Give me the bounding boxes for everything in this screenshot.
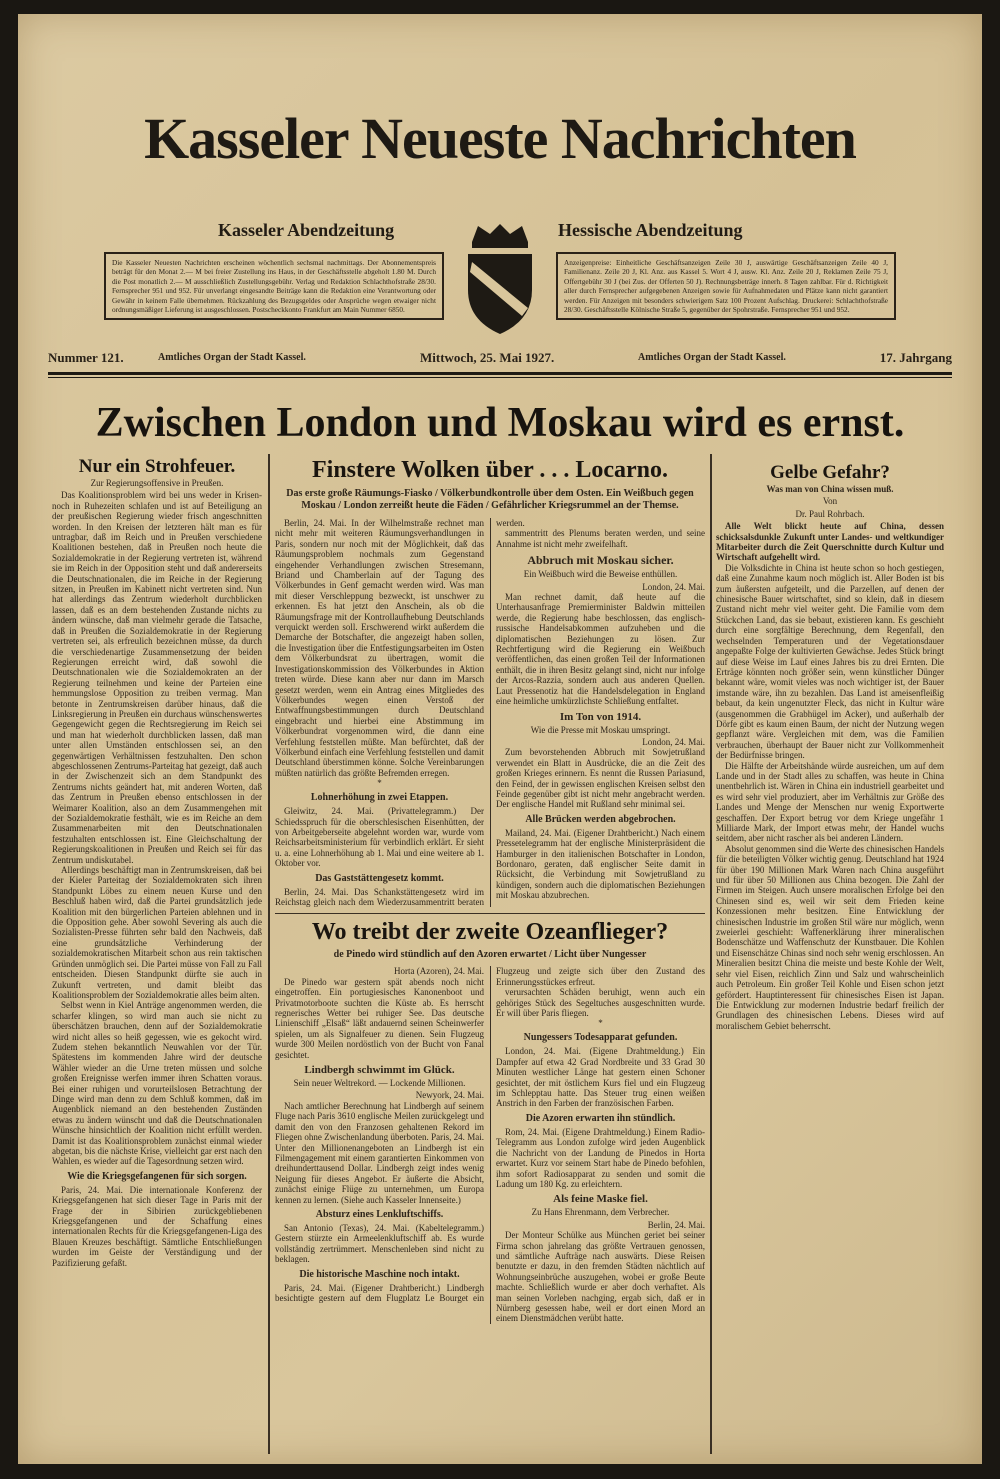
- masthead-subtitle-right: Hessische Abendzeitung: [558, 220, 743, 240]
- divider: [48, 372, 952, 375]
- star-separator: *: [377, 778, 382, 789]
- paragraph: Berlin, 24. Mai. In der Wilhelmstraße rechnet man nicht mehr mit weiteren Räumungsverhandlungen in Paris, sondern nur noch mit der Möglichkeit, daß das Räumungsproblem nochmals zum Gegenstand eingehender Verhandlungen zwischen Stresemann, Briand und Chamberlain auf der Tagung des Völkerbundes in Genf gemacht werden wird. Was man mit dieser Verschleppung bezweckt, ist unschwer zu erkennen. Es hat jetzt den Anschein, als ob die Räumungsfrage mit der Kontrollaufhebung Deutschlands verquickt werden soll. Erschwerend wirkt außerdem die Demarche der Botschafter, die angezeigt haben sollen, die Investigation über die Entfestigungsarbeiten im Osten dem Völkerbundsrat zu übertragen, womit die Investigationskommission des Völkerbundes in Aktion treten würde. Diese kann aber nur dann im Marsch gesetzt werden, wenn ein Antrag eines Mitgliedes des Völkerbundes wegen einen Verstoß der Entwaffnungsbestimmungen durch Deutschland eingebracht und hierbei eine Abstimmung im Völkerbundrat vorgenommen wird, die dann eine Verfehlung feststellen müßte. Man befürchtet, daß der Völkerbund einfach eine Verfehlung feststellen und damit Deutschland überstimmen könne. Solche Vereinbarungen müßten natürlich das größte Befremden erregen.: [275, 518, 484, 778]
- dateline: [48, 350, 952, 370]
- advertising-rates-box: Anzeigenpreise: Einheitliche Geschäftsanzeigen Zeile 30 J, auswärtige Geschäftsanzeigen Zeile 40 J, Familienanz. Zeile 20 J, Kl. Anz. aus Kassel 5. Wort 4 J, ausw. Kl. Anz. Zeile 20 J, Reklamen Zeile 75 J, Offertgebühr 30 J (bei Zus. der Offerten 50 J). Rechnungsbeträge innerh. 8 Tagen zahlbar. Für d. Richtigkeit aller durch Fernsprecher aufgegebenen Anzeigen sowie für Aufnahmedaten und Plätze kann nicht garantiert werden. Für Anzeigen mit besonders schwierigem Satz 100 Prozent Aufschlag. Druckerei: Schlachthofstraße 28/30. Geschäftsstelle Kölnische Straße 5, gegenüber der Spohrstraße. Fernsprecher 951 und 952.: [556, 252, 896, 320]
- section-heading: Die Azoren erwarten ihn stündlich.: [525, 1112, 676, 1124]
- official-organ-left: Amtliches Organ der Stadt Kassel.: [158, 352, 306, 363]
- volume: 17. Jahrgang: [879, 350, 952, 365]
- section-heading: Als feine Maske fiel.: [553, 1193, 648, 1206]
- star-separator: *: [598, 1018, 603, 1029]
- section-heading: Wie die Kriegsgefangenen für sich sorgen.: [67, 1170, 247, 1182]
- issue-number: Nummer 121.: [48, 350, 124, 365]
- place-date: Newyork, 24. Mai.: [415, 1090, 484, 1101]
- paragraph: De Pinedo war gestern spät abends noch nicht eingetroffen. Ein portugiesisches Kanonenboot und Privatmotorboote suchten die Küste ab. Es herrscht regnerisches Wetter bei ruhiger See. Das deutsche Linienschiff „Elsaß“ läßt andauernd seinen Scheinwerfer spielen, um als Signalfeuer zu dienen. Sein Flugzeug wurde 300 Meilen nordöstlich von der Bucht von Fanal gesichtet.: [275, 976, 484, 1060]
- paragraph: sammentritt des Plenums beraten werden, und seine Annahme ist nicht mehr zweifelhaft.: [496, 528, 705, 549]
- masthead-title: Kasseler Neueste Nachrichten: [144, 106, 856, 171]
- paragraph: Paris, 24. Mai. (Eigener Drahtbericht.) Lindbergh besichtigte gestern auf dem Flugplatz Le Bourget ein Flugzeug und zeigte sich über den Zustand des Erinnerungsstückes erfreut.: [275, 966, 705, 1303]
- place-date: Horta (Azoren), 24. Mai.: [394, 966, 484, 977]
- section-heading: Im Ton von 1914.: [559, 710, 642, 723]
- section-heading: Abbruch mit Moskau sicher.: [527, 553, 674, 568]
- place-date: Berlin, 24. Mai.: [647, 1219, 705, 1230]
- section-heading: Lindbergh schwimmt im Glück.: [304, 1064, 455, 1077]
- article-title: Nur ein Strohfeuer.: [78, 456, 236, 477]
- article-subtitle: Zur Regierungsoffensive in Preußen.: [90, 478, 224, 488]
- paragraph: Nach amtlicher Berechnung hat Lindbergh auf seinem Fluge nach Paris 3610 englische Meilen zurückgelegt und damit den von den Franzosen gehaltenen Rekord im Fliegen ohne Zwischenlandung überboten. Paris, 24. Mai. Unter den Millionenangeboten an Lindbergh ist ein Filmengagement mit einem garantierten Einkommen von dreihunderttausend Dollar. Lindbergh zeigt indes wenig Neigung für dieses Angebot. Er äußerte die Absicht, zunächst einige Flüge zu unternehmen, um Europa kennen zu lernen. (Siehe auch Kasseler Innenseite.): [275, 1100, 484, 1205]
- section-heading: Nungessers Todesapparat gefunden.: [523, 1032, 678, 1044]
- paragraph: Allerdings beschäftigt man in Zentrumskreisen, daß bei der Kieler Parteitag der Sozialdemokraten sich ihren Standpunkt Löbes zu einem neuen Kurse und den Beschluß haben wird, daß die Partei grundsätzlich jede Koalition mit den bürgerlichen Parteien ablehnen und in die Opposition gehe. Aber sowohl Severing als auch die Sozialisten-Presse führten sehr bald den Nachweis, daß eine grundsätzliche Verhinderung der sozialdemokratischen Mitarbeit schon aus rein taktischen Gründen unmöglich sei. Die Partei müsse von Fall zu Fall entscheiden. Diesen Standpunkt dürfte sie auch in Zukunft vertreten, und damit bleibt das Koalitionsproblem der Sozialdemokratie alles beim alten.: [52, 865, 262, 1000]
- author: Dr. Paul Rohrbach.: [795, 508, 865, 519]
- section-heading: Absturz eines Lenkluftschiffs.: [315, 1208, 444, 1220]
- divider: [48, 377, 952, 378]
- paragraph: Die Volksdichte in China ist heute schon so hoch gestiegen, daß eine Zunahme kaum noch möglich ist. Aller Boden ist bis zum äußersten aufgeteilt, und die Parzellen, auf denen der chinesische Bauer wirtschaftet, sind so klein, daß in diesem Zustand nicht mehr viel weiter geht. Die Familie vom dem Stückchen Land, das sie bebaut, existieren kann. Es geschieht durch eine sorgfältige Berechnung, dem Regenfall, den wechselnden Temperaturen und der Vegetationsdauer angepaßte Folge der kultivierten Gewächse. Jedes Stück bringt auf diese Weise im Lauf eines Jahres bis zu drei Ernten. Die Erträge könnten noch größer sein, wenn künstlicher Dünger bekannt wäre, womit vieles was noch wichtiger ist, der Bauer imstande wäre, ihn zu bezahlen. Das Land ist ameisenfleißig bebaut, da kein ungenutzter Fleck, das nicht in Kultur wäre (ausgenommen die Grabhügel im Acker), und außerhalb der Dörfe gibt es kaum einen Baum, der nicht der Nutzung wegen gepflanzt wäre. Vergleichen mit dem, was die Familien verbrauchen, überhaupt der Bauer nicht zur Vollkommenheit der Bedürfnisse bringen.: [716, 562, 944, 761]
- place-date: London, 24. Mai.: [642, 581, 705, 592]
- paragraph: Berlin, 24. Mai. Das Schankstättengesetz wird im Reichstag gleich nach dem Wiederzusammentritt beraten werden.: [275, 518, 525, 907]
- paragraph: Paris, 24. Mai. Die internationale Konferenz der Kriegsgefangenen hat sich dieser Tage in Paris mit der Frage der in Sibirien zurückgebliebenen Kriegsgefangenen und der Schaffung eines internationalen Rechts für die Kriegsgefangenen-Liga des Blauen Kreuzes beschäftigt. Sämtliche Entschließungen wurden im Geiste der Verständigung und der Pazifizierung gefaßt.: [52, 1184, 262, 1268]
- article-gelbe-gefahr: [716, 462, 944, 1031]
- masthead-subtitle-left: Kasseler Abendzeitung: [218, 220, 395, 240]
- article-ozean-body: [275, 966, 705, 1323]
- issue-date: Mittwoch, 25. Mai 1927.: [420, 350, 555, 365]
- article-title: Gelbe Gefahr?: [770, 462, 890, 483]
- article-deck: Das erste große Räumungs-Fiasko / Völkerbundkontrolle über dem Osten. Ein Weißbuch gegen Moskau / London zerreißt heute die Fäden / Gefährlicher Kriegsrummel an der Themse.: [286, 488, 694, 511]
- paragraph: Selbst wenn in Kiel Anträge angenommen werden, die scharfer klingen, so wird man auch sie nicht zu überschätzen brauchen, denn auf der Sozialdemokratie wird nicht alles so heiß gegessen, wie es gekocht wird. Zudem stehen bekanntlich Neuwahlen vor der Tür. Spätestens im kommenden Jahre wird der deutsche Wähler wieder an die Urne treten müssen und solche großen Ereignisse werfen immer ihren Schatten voraus. Bei einer ruhigen und vorurteilslosen Betrachtung der Dinge wird man denn zu dem Schluß kommen, daß im Augenblick niemand an den bestehenden Zuständen etwas zu ändern wünscht und daß die Deutschnationalen Wünsche hinsichtlich der Koalition nicht erfüllt werden. Damit ist das Koalitionsproblem zunächst einmal wieder abgetan, bis die nächste Krise, vielleicht gar erst nach den Wahlen, es wieder auf die Tagesordnung setzen wird.: [52, 1000, 262, 1167]
- paragraph: Mailand, 24. Mai. (Eigener Drahtbericht.) Nach einem Pressetelegramm hat der englische Ministerpräsident die Hamburger in den italienischen Botschafter in London, Bordonaro, geraten, daß englischer Seite damit in Rücksicht, die Verbindung mit Sowjetrußland zu kündigen, sondern auch die diplomatischen Beziehungen mit Moskau abzubrechen.: [496, 827, 705, 901]
- paragraph: Zum bevorstehenden Abbruch mit Sowjetrußland verwendet ein Blatt in Ausdrücke, die an die Zeit des großen Krieges erinnern. Es nennt die Russen Pariasund, den Feind, der in gewissen englischen Kreisen selbst den Feinde gegenüber gibt ist nicht mehr angebracht werden. Der englische Handel mit Rußland sehr minimal sei.: [496, 747, 705, 810]
- byline-prefix: Von: [822, 496, 838, 507]
- article-title: Wo treibt der zweite Ozeanflieger?: [311, 919, 669, 946]
- paragraph: Der Monteur Schülke aus München geriet bei seiner Firma schon jahrelang das größte Vertrauen genossen, und sämtliche Aufträge nach auswärts. Diese Reisen benutzte er dazu, in den fremden Städten nächtlich auf Wohnungseinbrüche auszugehen, wobei er große Beute machte. Schließlich wurde er aber doch verhaftet. Als man seinen Vorleben nachging, ergab sich, daß er in Nürnberg gesessen habe, weil er dort einen Mord an einem Dienstmädchen verübt hatte.: [496, 1230, 705, 1324]
- column-divider: [710, 454, 712, 1454]
- paragraph: Rom, 24. Mai. (Eigene Drahtmeldung.) Einem Radio-Telegramm aus London zufolge wird jeden Augenblick die Nachricht von der Landung de Pinedos in Horta erwartet. Kurz vor seinem Start habe de Pinedo befohlen, ihm sofort Radiosapparat zu senden und somit die Ladung um 180 Kg. zu erleichtern.: [496, 1126, 705, 1189]
- article-title: Finstere Wolken über . . . Locarno.: [311, 457, 668, 483]
- paragraph: Man rechnet damit, daß heute auf die Unterhausanfrage Premierminister Baldwin mitteilen werde, die Regierung habe beschlossen, das englisch-russische Handelsabkommen aufzuheben und die diplomatischen Beziehungen zu lösen. Zur Rechtfertigung wird die Regierung ein Weißbuch veröffentlichen, das einen großen Teil der Informationen enthält, die in ihren Besitz gelangt sind, nicht nur infolge der Arcos-Razzia, sondern auch aus anderen Quellen. Laut Pressenotiz hat die Handelsdelegation in England eine heimliche umkürzlichste Schließung entfaltet.: [496, 592, 705, 707]
- article-subtitle: Was man von China wissen muß.: [766, 484, 894, 494]
- article-locarno-body: [275, 518, 705, 907]
- main-headline: Zwischen London und Moskau wird es ernst.: [95, 400, 905, 446]
- coat-of-arms-icon: [458, 222, 542, 337]
- section-subtitle: Zu Hans Ehrenmann, dem Verbrecher.: [531, 1207, 670, 1218]
- section-heading: Die historische Maschine noch intakt.: [299, 1268, 460, 1280]
- paragraph: Gleiwitz, 24. Mai. (Privattelegramm.) Der Schiedsspruch für die oberschlesischen Eisenhütten, der von Arbeitgeberseite abgelehnt worden war, wurde vom Reichsarbeitsministerium für verbindlich erklärt. Er sieht u. a. eine Lohnerhöhung ab 1. Mai und eine weitere ab 1. Oktober vor.: [275, 806, 484, 869]
- subscription-info-box: Die Kasseler Neuesten Nachrichten erscheinen wöchentlich sechsmal nachmittags. Der Abonnementspreis beträgt für den Monat 2.— M bei freier Zustellung ins Haus, in der Geschäftsstelle abgeholt 1.80 M. Durch die Post monatlich 2.— M ausschließlich Zustellungsgebühr. Verlag und Redaktion Schlachthofstraße 28/30. Fernsprecher 951 und 952. Für unverlangt eingesandte Beiträge kann die Redaktion eine Verantwortung oder Gewähr in keinem Falle übernehmen. Rückzahlung des Bezugsgeldes oder Ansprüche wegen etwaiger nicht ordnungsmäßiger Lieferung ist ausgeschlossen. Postscheckkonto Frankfurt am Main Nummer 6850.: [104, 252, 444, 320]
- official-organ-right: Amtliches Organ der Stadt Kassel.: [638, 352, 786, 363]
- section-heading: Alle Brücken werden abgebrochen.: [525, 813, 676, 825]
- article-ozeanflieger: [275, 913, 705, 961]
- paragraph: Absolut genommen sind die Werte des chinesischen Handels für die beteiligten Völker wichtig genug. Deutschland hat 1924 für über 190 Millionen Mark Waren nach China ausgeführt und für über 50 Millionen aus China bezogen. Die Zahl der Firmen im Steigen. Auch unsere moralischen Erfolge bei den Chinesen sind es, weil wir seit dem Frieden keine Konzessionen mehr besitzen. Eine Entwicklung der chinesischen Industrie im großen Stil wäre nur möglich, wenn zweierlei geschieht: Waffenerklärung ihrer mineralischen Bodenschätze und Waffenschutz der Kunstbauer. Die Kohlen und Eisenschätze Chinas sind noch sehr wenig erschlossen. An Mineralien besitzt China die meiste und beste Kohle der Welt, sehr viel Eisen, reichlich Zinn und Salz und wahrscheinlich auch Petroleum. Ein großer Teil Kohle und Eisen schon jetzt gefördert. Hauptinteressent für chinesisches Eisen ist Japan. Die Entwicklung zur modernen Industrie bedarf freilich der Grundlagen des chinesischen Lebens. Dieses wird auf moralischem Gebiet beherrscht.: [716, 843, 944, 1031]
- center-column: [275, 456, 705, 1324]
- paragraph: London, 24. Mai. (Eigene Drahtmeldung.) Ein Dampfer auf etwa 42 Grad Nordbreite und 33 Grad 30 Minuten westlicher Länge hat gestern einen Schoner gesichtet, der mit östlichem Kurs fiel und ein Flugzeug im Schlepptau hatte. Das Steuer trug einen weißen Anstrich in den Farben der französischen Farben.: [496, 1046, 705, 1109]
- lead-paragraph: Alle Welt blickt heute auf China, dessen schicksalsdunkle Zukunft unter Landes- und weltkundiger Mitarbeiter durch die Zeit Querschnitte durch Kultur und Wirtschaft aufgehellt wird.: [716, 521, 944, 563]
- article-deck: de Pinedo wird stündlich auf den Azoren erwartet / Licht über Nungesser: [333, 949, 647, 961]
- section-subtitle: Wie die Presse mit Moskau umspringt.: [530, 724, 671, 735]
- paragraph: San Antonio (Texas), 24. Mai. (Kabeltelegramm.) Gestern stürzte ein Armeelenkluftschiff ab. Es wurde vollständig zertrümmert. Menschenleben sind nicht zu beklagen.: [275, 1222, 484, 1265]
- paragraph: Die Hälfte der Arbeitshände würde ausreichen, um auf dem Lande und in der Stadt alles zu schaffen, was heute in China unentbehrlich ist. Wären in China ein industriell gearbeitet und es wird sehr viel produziert, aber im Verhältnis zur Größe des Landes und Menge der Menschen nur wenig Exportwerte geschaffen. Der Export betrug vor dem Kriege ungefähr 1 Milliarde Mark, der Import etwas mehr, der Handel wuchs seitdem, aber nicht rascher als bei anderen Ländern.: [716, 760, 944, 844]
- section-heading: Lohnerhöhung in zwei Etappen.: [310, 792, 449, 804]
- newspaper-page: [18, 14, 982, 1464]
- paragraph: Das Koalitionsproblem wird bei uns weder in Krisen- noch in Ruhezeiten schlafen und ist auf Beteiligung an der preußischen Regierung wieder frisch angeschnitten worden. In den Kreisen der letzteren hält man es für untragbar, daß im Reich und in Preußen verschiedene Koalitionen bestehen, daß in Preußen noch heute die Sozialdemokratie in der Regierung vertreten ist, während sie im Reich in der Opposition steht und daß andererseits die Deutschnationalen, die im Reiche in der Regierung sitzen, in Preußen im Kabinett nicht vertreten sind. Nun hat allerdings das Zentrum wiederholt durchblicken lassen, daß es an dem bestehenden Zustande nichts zu ändern wünsche, daß man vielmehr gerade die Tatsache, daß in Preußen die Sozialdemokratie in der Regierung vertreten sei, als erfreulich bezeichnen müsse, da durch die verschiedenartige Zusammensetzung der beiden Regierungen erreicht wird, daß sowohl die Deutschnationalen wie die Sozialdemokraten an der Regierung teilnehmen und keine der Parteien eine hemmungslose Opposition zu treiben vermag. Man betonte in Zentrumskreisen darüber hinaus, daß die Linksregierung in Preußen ein durchaus wünschenswertes Gegengewicht gegen die Rechtsregierung im Reich sei und man hat wiederholt durchblicken lassen, daß man unter allen Umständen entschlossen sei, an den gegenwärtigen Verhältnissen festzuhalten. Den schon abgeschlossenen Zentrums-Parteitag hat gezeigt, daß auch in der Zwischenzeit sich an dem Standpunkt des Zentrums nichts geändert hat, mit anderen Worten, daß das Zentrum in Preußen ebenso entschlossen in der Weimarer Koalition, also an dem Zusammengehen mit der Sozialdemokratie festhält, wie es im Reiche an dem Zusammenarbeiten mit den Deutschnationalen festzuhalten entschlossen ist. Eine Gleichschaltung der Regierungskoalitionen in Preußen und Reich sei für das Zentrum undiskutabel.: [52, 490, 262, 865]
- section-subtitle: Sein neuer Weltrekord. — Lockende Millionen.: [293, 1078, 466, 1089]
- section-subtitle: Ein Weißbuch wird die Beweise enthüllen.: [523, 569, 678, 580]
- paragraph: verursachten Schäden beruhigt, wenn auch ein gehöriges Stück des Segeltuches ausgeschnitten wurde. Er will über Paris fliegen.: [496, 987, 705, 1019]
- place-date: London, 24. Mai.: [642, 736, 705, 747]
- article-strohfeuer: [52, 456, 262, 1268]
- column-divider: [268, 454, 270, 1454]
- section-heading: Das Gaststättengesetz kommt.: [315, 872, 444, 884]
